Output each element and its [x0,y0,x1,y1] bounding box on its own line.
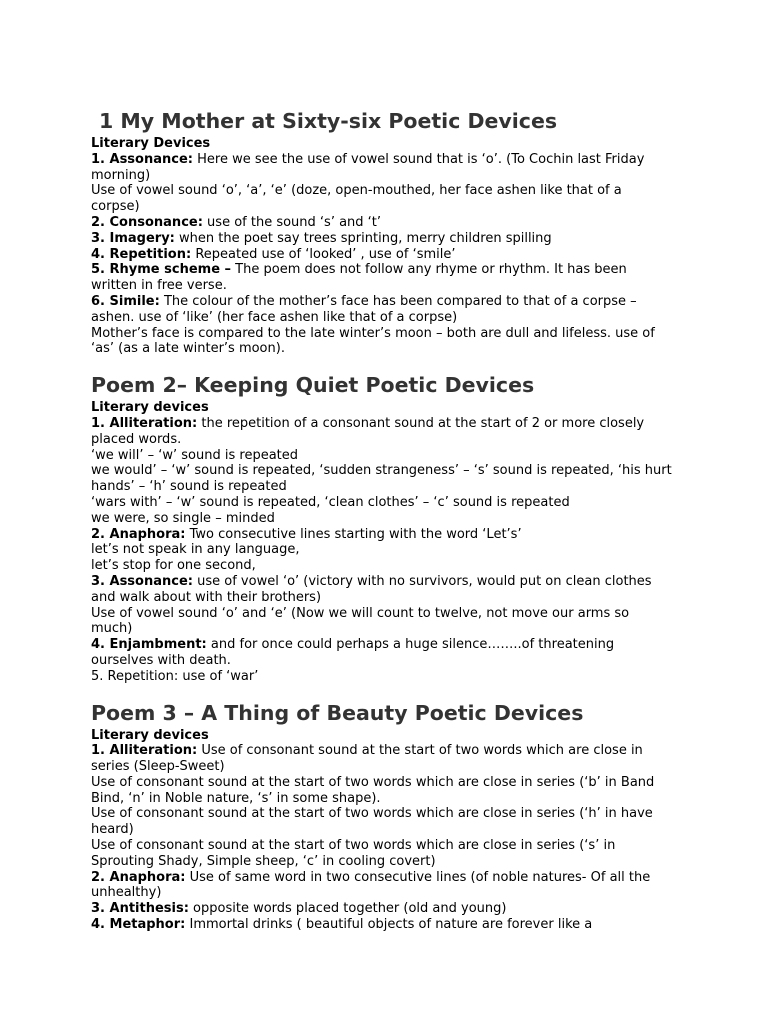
device-text: ‘wars with’ – ‘w’ sound is repeated, ‘clean clothes’ – ‘c’ sound is repeated [91,494,570,510]
device-text: when the poet say trees sprinting, merry children spilling [174,230,552,246]
device-entry [91,495,672,511]
device-entry [91,262,672,294]
device-text: use of vowel ‘o’ (victory with no survivors, would put on clean clothes and walk about with their brothers) [91,573,652,605]
device-text: Use of consonant sound at the start of two words which are close in series (Sleep-Sweet) [91,743,643,775]
section-lines [91,152,672,357]
device-entry [91,901,672,917]
device-text: Repeated use of ‘looked’ , use of ‘smile’ [191,246,456,262]
device-label: 6. Simile: [91,293,160,309]
device-text: 5. Repetition: use of ‘war’ [91,668,259,684]
device-label: 3. Assonance: [91,573,193,589]
device-entry [91,294,672,326]
device-entry [91,231,672,247]
device-entry [91,326,672,358]
device-text: Use of same word in two consecutive lines (of noble natures- Of all the unhealthy) [91,869,651,901]
device-text: Use of consonant sound at the start of two words which are close in series (‘b’ in Band Bind, ‘n’ in Noble nature, ‘s’ in some shape). [91,774,655,806]
device-entry [91,917,672,933]
device-label: 2. Anaphora: [91,869,186,885]
device-text: ‘we will’ – ‘w’ sound is repeated [91,447,299,463]
device-text: Here we see the use of vowel sound that is ‘o’. (To Cochin last Friday morning) [91,151,645,183]
device-entry [91,870,672,902]
device-label: 2. Anaphora: [91,526,186,542]
device-label: 1. Assonance: [91,151,193,167]
device-entry [91,511,672,527]
device-text: Use of vowel sound ‘o’, ‘a’, ‘e’ (doze, open-mouthed, her face ashen like that of a corpse) [91,183,622,215]
section-title: Poem 3 – A Thing of Beauty Poetic Devices [91,700,584,725]
device-entry [91,247,672,263]
device-entry [91,806,672,838]
device-label: 4. Enjambment: [91,637,207,653]
device-entry [91,574,672,606]
section-title: 1 My Mother at Sixty-six Poetic Devices [99,109,558,133]
device-entry [91,416,672,448]
device-entry [91,637,672,669]
device-text: the repetition of a consonant sound at the start of 2 or more closely placed words. [91,415,645,447]
device-entry [91,183,672,215]
device-label: 2. Consonance: [91,214,203,230]
device-entry [91,558,672,574]
device-entry [91,838,672,870]
device-label: 1. Alliteration: [91,415,198,431]
device-text: let’s not speak in any language, [91,542,300,558]
device-label: 4. Metaphor: [91,917,186,933]
device-entry [91,448,672,464]
section-lines [91,743,672,933]
device-text: use of the sound ‘s’ and ‘t’ [202,214,382,230]
device-entry [91,215,672,231]
device-text: Mother’s face is compared to the late winter’s moon – both are dull and lifeless. use of ‘as’ (as a late winter’s moon). [91,325,655,357]
device-text: we would’ – ‘w’ sound is repeated, ‘sudden strangeness’ – ‘s’ sound is repeated, ‘his hurt hands’ – ‘h’ sound is repeated [91,463,672,495]
section-1 [91,106,672,357]
device-label: 3. Imagery: [91,230,175,246]
device-entry [91,527,672,543]
device-text: Use of consonant sound at the start of two words which are close in series (‘h’ in have heard) [91,806,653,838]
section-lines [91,416,672,685]
device-text: Use of consonant sound at the start of two words which are close in series (‘s’ in Sprouting Shady, Simple sheep, ‘c’ in cooling covert) [91,838,616,869]
section-title: Poem 2– Keeping Quiet Poetic Devices [91,373,535,398]
section-subtitle: Literary Devices [91,136,211,151]
device-text: we were, so single – minded [91,510,275,526]
device-entry [91,463,672,495]
device-text: and for once could perhaps a huge silence……..of threatening ourselves with death. [91,637,615,668]
device-text: let’s stop for one second, [91,558,256,574]
device-label: 1. Alliteration: [91,743,198,759]
section-subtitle: Literary devices [91,727,209,743]
device-text: The poem does not follow any rhyme or rhythm. It has been written in free verse. [91,262,627,294]
section-2 [91,370,672,684]
section-3 [91,698,672,933]
device-text: opposite words placed together (old and young) [188,901,507,917]
device-entry [91,743,672,775]
device-entry [91,775,672,807]
section-subtitle: Literary devices [91,400,209,416]
device-text: Two consecutive lines starting with the word ‘Let’s’ [185,526,522,542]
device-label: 5. Rhyme scheme – [91,262,232,278]
device-entry [91,152,672,184]
device-text: Immortal drinks ( beautiful objects of nature are forever like a [185,917,593,933]
device-entry [91,542,672,558]
device-text: Use of vowel sound ‘o’ and ‘e’ (Now we will count to twelve, not move our arms so much) [91,605,630,637]
device-entry [91,669,672,685]
device-text: The colour of the mother’s face has been compared to that of a corpse – ashen. use of ‘like’ (her face ashen like that of a corpse) [91,293,637,325]
device-label: 3. Antithesis: [91,901,189,917]
device-label: 4. Repetition: [91,246,192,262]
device-entry [91,606,672,638]
